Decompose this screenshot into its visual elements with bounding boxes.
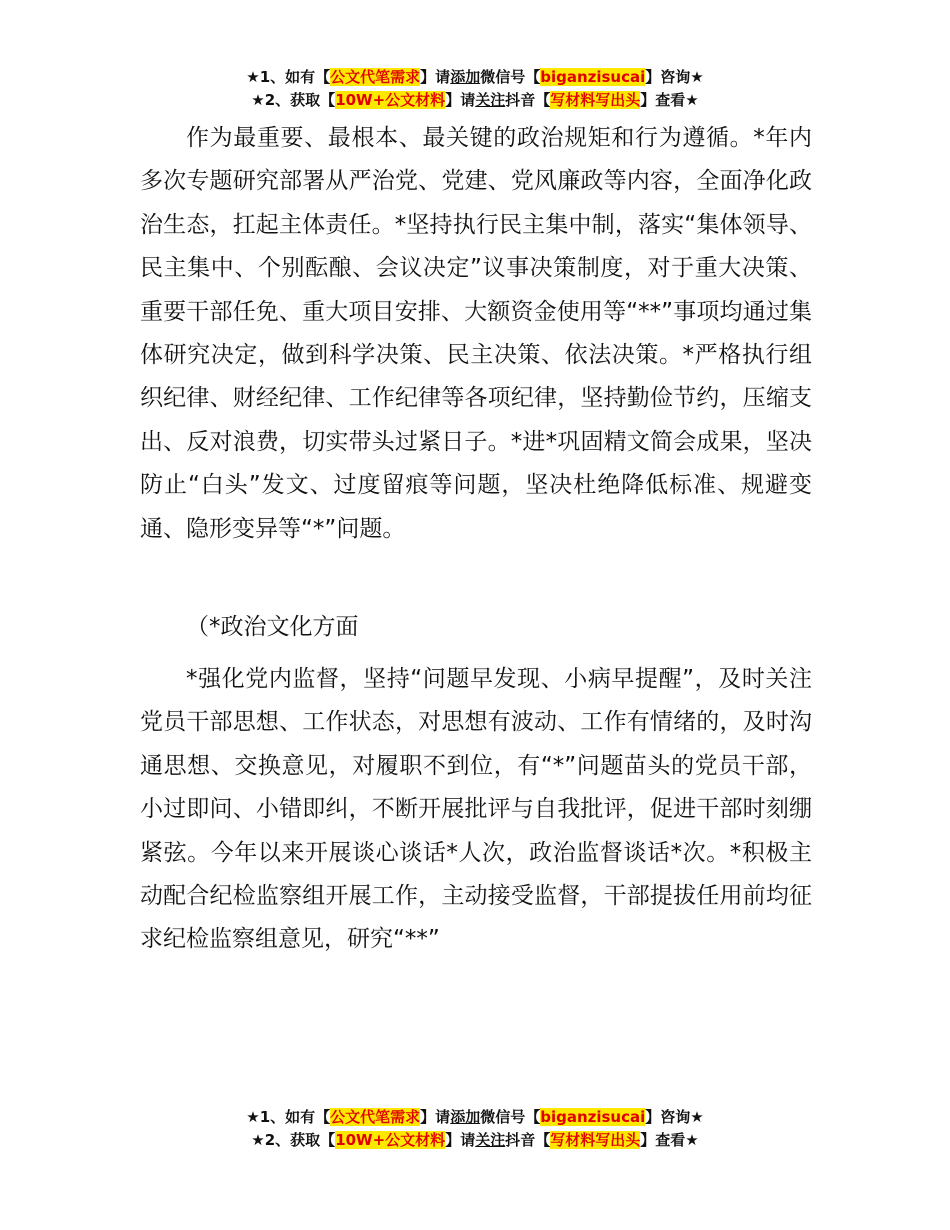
highlight-service: 公文代笔需求 bbox=[330, 68, 421, 86]
highlight-materials: 10W+公文材料 bbox=[335, 91, 446, 109]
highlight-service: 公文代笔需求 bbox=[330, 1108, 421, 1126]
section-heading: （*政治文化方面 bbox=[186, 614, 359, 640]
highlight-wechat-id: biganzisucai bbox=[540, 1108, 646, 1126]
body-paragraph-1: 作为最重要、最根本、最关键的政治规矩和行为遵循。*年内多次专题研究部署从严治党、党建、党风廉政等内容，全面净化政治生态，扛起主体责任。*坚持执行民主集中制，落实“集体领导、民主集中、个别酝酿、会议决定”议事决策制度，对于重大决策、重要干部任免、重大项目安排、大额资金使用等“**”事项均通过集体研究决定，做到科学决策、民主决策、依法决策。*严格执行组织纪律、财经纪律、工作纪律等各项纪律，坚持勤俭节约，压缩支出、反对浪费，切实带头过紧日子。*进*巩固精文简会成果，坚决防止“白头”发文、过度留痕等问题，坚决杜绝降低标准、规避变通、隐形变异等“*”问题。 bbox=[140, 125, 812, 542]
banner-line-2: ★2、获取【10W+公文材料】请关注抖音【写材料写出头】查看★ bbox=[251, 91, 699, 109]
highlight-douyin: 写材料写出头 bbox=[550, 91, 641, 109]
highlight-materials: 10W+公文材料 bbox=[335, 1131, 446, 1149]
banner-line-2: ★2、获取【10W+公文材料】请关注抖音【写材料写出头】查看★ bbox=[251, 1131, 699, 1149]
footer-banner bbox=[0, 1106, 950, 1152]
header-banner bbox=[0, 66, 950, 112]
highlight-wechat-id: biganzisucai bbox=[540, 68, 646, 86]
highlight-douyin: 写材料写出头 bbox=[550, 1131, 641, 1149]
body-paragraph-2: *强化党内监督，坚持“问题早发现、小病早提醒”，及时关注党员干部思想、工作状态，对思想有波动、工作有情绪的，及时沟通思想、交换意见，对履职不到位，有“*”问题苗头的党员干部，小过即问、小错即纠，不断开展批评与自我批评，促进干部时刻绷紧弦。今年以来开展谈心谈话*人次，政治监督谈话*次。*积极主动配合纪检监察组开展工作，主动接受监督，干部提拔任用前均征求纪检监察组意见，研究“**” bbox=[140, 666, 812, 953]
banner-line-1: ★1、如有【公文代笔需求】请添加微信号【biganzisucai】咨询★ bbox=[246, 1108, 704, 1126]
banner-line-1: ★1、如有【公文代笔需求】请添加微信号【biganzisucai】咨询★ bbox=[246, 68, 704, 86]
